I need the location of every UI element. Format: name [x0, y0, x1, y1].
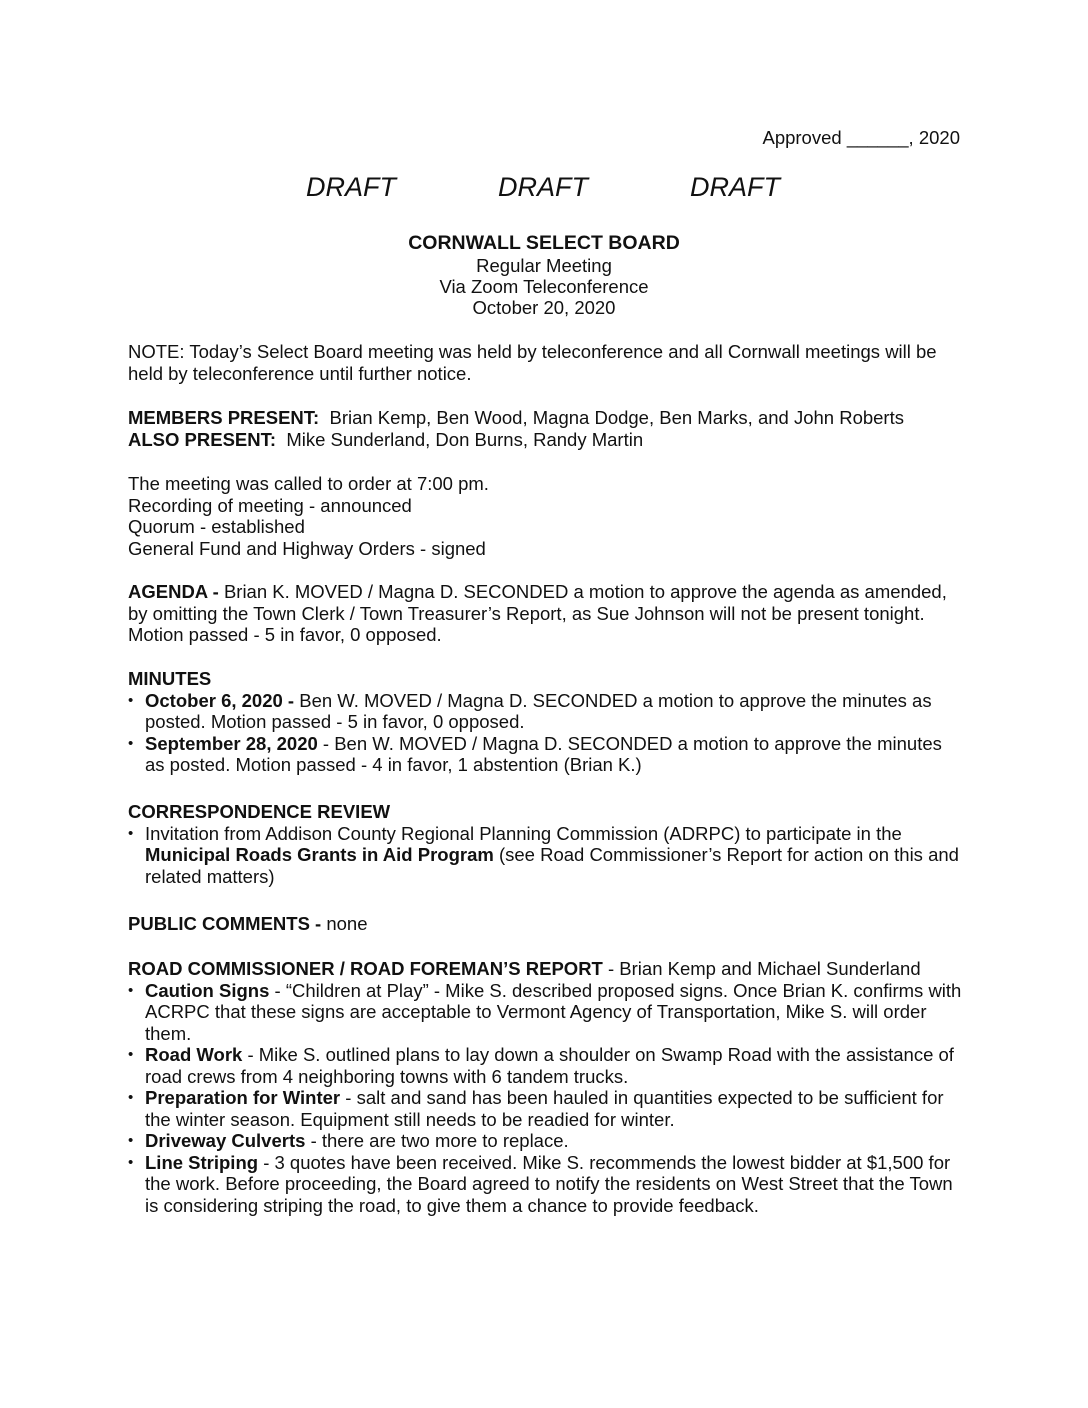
public-comments-text: none [326, 913, 368, 934]
also-present-label: ALSO PRESENT: [128, 428, 277, 450]
list-item [128, 733, 962, 776]
road-report-heading-line [128, 958, 962, 980]
minutes-item-label: October 6, 2020 - [145, 689, 295, 711]
list-item [128, 980, 962, 1045]
note-paragraph: NOTE: Today’s Select Board meeting was held by teleconference and all Cornwall meetings will be held by teleconference until further notice. [128, 341, 937, 384]
minutes-item-text: - Ben W. MOVED / Magna D. SECONDED a motion to approve the minutes as posted. Motion passed - 4 in favor, 1 abstention (Brian K.) [145, 732, 942, 775]
meeting-header [0, 232, 1088, 318]
members-present-line [128, 407, 962, 429]
draft-watermark-row [0, 170, 1088, 204]
road-report-section [128, 958, 962, 1216]
report-item-label: Caution Signs [145, 979, 270, 1001]
meeting-venue: Via Zoom Teleconference [439, 276, 649, 297]
draft-mark: DRAFT [498, 172, 588, 202]
draft-mark: DRAFT [306, 172, 396, 202]
report-item-text: - there are two more to replace. [310, 1130, 569, 1151]
agenda-label: AGENDA - [128, 581, 219, 602]
report-item-text: - salt and sand has been hauled in quantities expected to be sufficient for the winter season. Equipment still needs to be readied for winter. [145, 1087, 944, 1130]
opening-section [128, 473, 962, 559]
minutes-heading: MINUTES [128, 668, 212, 689]
report-item-label: Preparation for Winter [145, 1087, 341, 1108]
correspondence-text-end: (see Road Commissioner’s Report for action on this and related matters) [145, 844, 959, 887]
meeting-type: Regular Meeting [476, 255, 612, 276]
agenda-text: Brian K. MOVED / Magna D. SECONDED a motion to approve the agenda as amended, by omitting the Town Clerk / Town Treasurer’s Report, as Sue Johnson will not be present tonight. Motion passed - 5 in favor, 0 opposed. [128, 581, 947, 645]
list-item [128, 1152, 962, 1217]
agenda-section [128, 581, 962, 646]
orders-status: General Fund and Highway Orders - signed [128, 537, 486, 559]
also-present-line [128, 429, 962, 451]
quorum-status: Quorum - established [128, 516, 305, 537]
members-present-names: Brian Kemp, Ben Wood, Magna Dodge, Ben Marks, and John Roberts [329, 407, 904, 428]
approval-line: Approved ______, 2020 [762, 127, 960, 148]
public-comments-section [128, 913, 962, 935]
list-item [128, 1130, 962, 1152]
correspondence-heading: CORRESPONDENCE REVIEW [128, 801, 391, 822]
report-item-text: - “Children at Play” - Mike S. described proposed signs. Once Brian K. confirms with ACRPC that these signs are acceptable to Vermont Agency of Transportation, Mike S. will order them. [145, 979, 962, 1044]
attendance-section [128, 407, 962, 450]
document-title: CORNWALL SELECT BOARD [408, 232, 680, 254]
public-comments-label: PUBLIC COMMENTS - [128, 913, 322, 934]
list-item [128, 823, 962, 888]
minutes-item-label: September 28, 2020 [145, 732, 318, 754]
road-report-presenters: - Brian Kemp and Michael Sunderland [608, 958, 921, 979]
minutes-section [128, 668, 962, 776]
call-to-order: The meeting was called to order at 7:00 pm. [128, 473, 489, 494]
also-present-names: Mike Sunderland, Don Burns, Randy Martin [286, 428, 644, 450]
report-item-label: Road Work [145, 1044, 243, 1065]
report-item-label: Line Striping [145, 1151, 259, 1173]
grant-program-name: Municipal Roads Grants in Aid Program [145, 844, 494, 865]
report-item-text: - Mike S. outlined plans to lay down a shoulder on Swamp Road with the assistance of road crews from 4 neighboring towns with 6 tandem trucks. [145, 1044, 954, 1087]
list-item [128, 690, 962, 733]
report-item-text: - 3 quotes have been received. Mike S. recommends the lowest bidder at $1,500 for the work. Before proceeding, the Board agreed to notify the residents on West Street that the Town is considering striping the road, to give them a chance to provide feedback. [145, 1151, 953, 1216]
correspondence-section [128, 801, 962, 887]
report-item-label: Driveway Culverts [145, 1130, 306, 1151]
meeting-date: October 20, 2020 [472, 297, 616, 318]
draft-mark: DRAFT [690, 172, 780, 202]
members-present-label: MEMBERS PRESENT: [128, 407, 320, 428]
recording-status: Recording of meeting - announced [128, 494, 412, 516]
correspondence-text: Invitation from Addison County Regional Planning Commission (ADRPC) to participate in the [145, 822, 902, 844]
minutes-item-text: Ben W. MOVED / Magna D. SECONDED a motion to approve the minutes as posted. Motion passed - 5 in favor, 0 opposed. [145, 689, 932, 732]
list-item [128, 1044, 962, 1087]
list-item [128, 1087, 962, 1130]
road-report-heading: ROAD COMMISSIONER / ROAD FOREMAN’S REPORT [128, 958, 603, 979]
